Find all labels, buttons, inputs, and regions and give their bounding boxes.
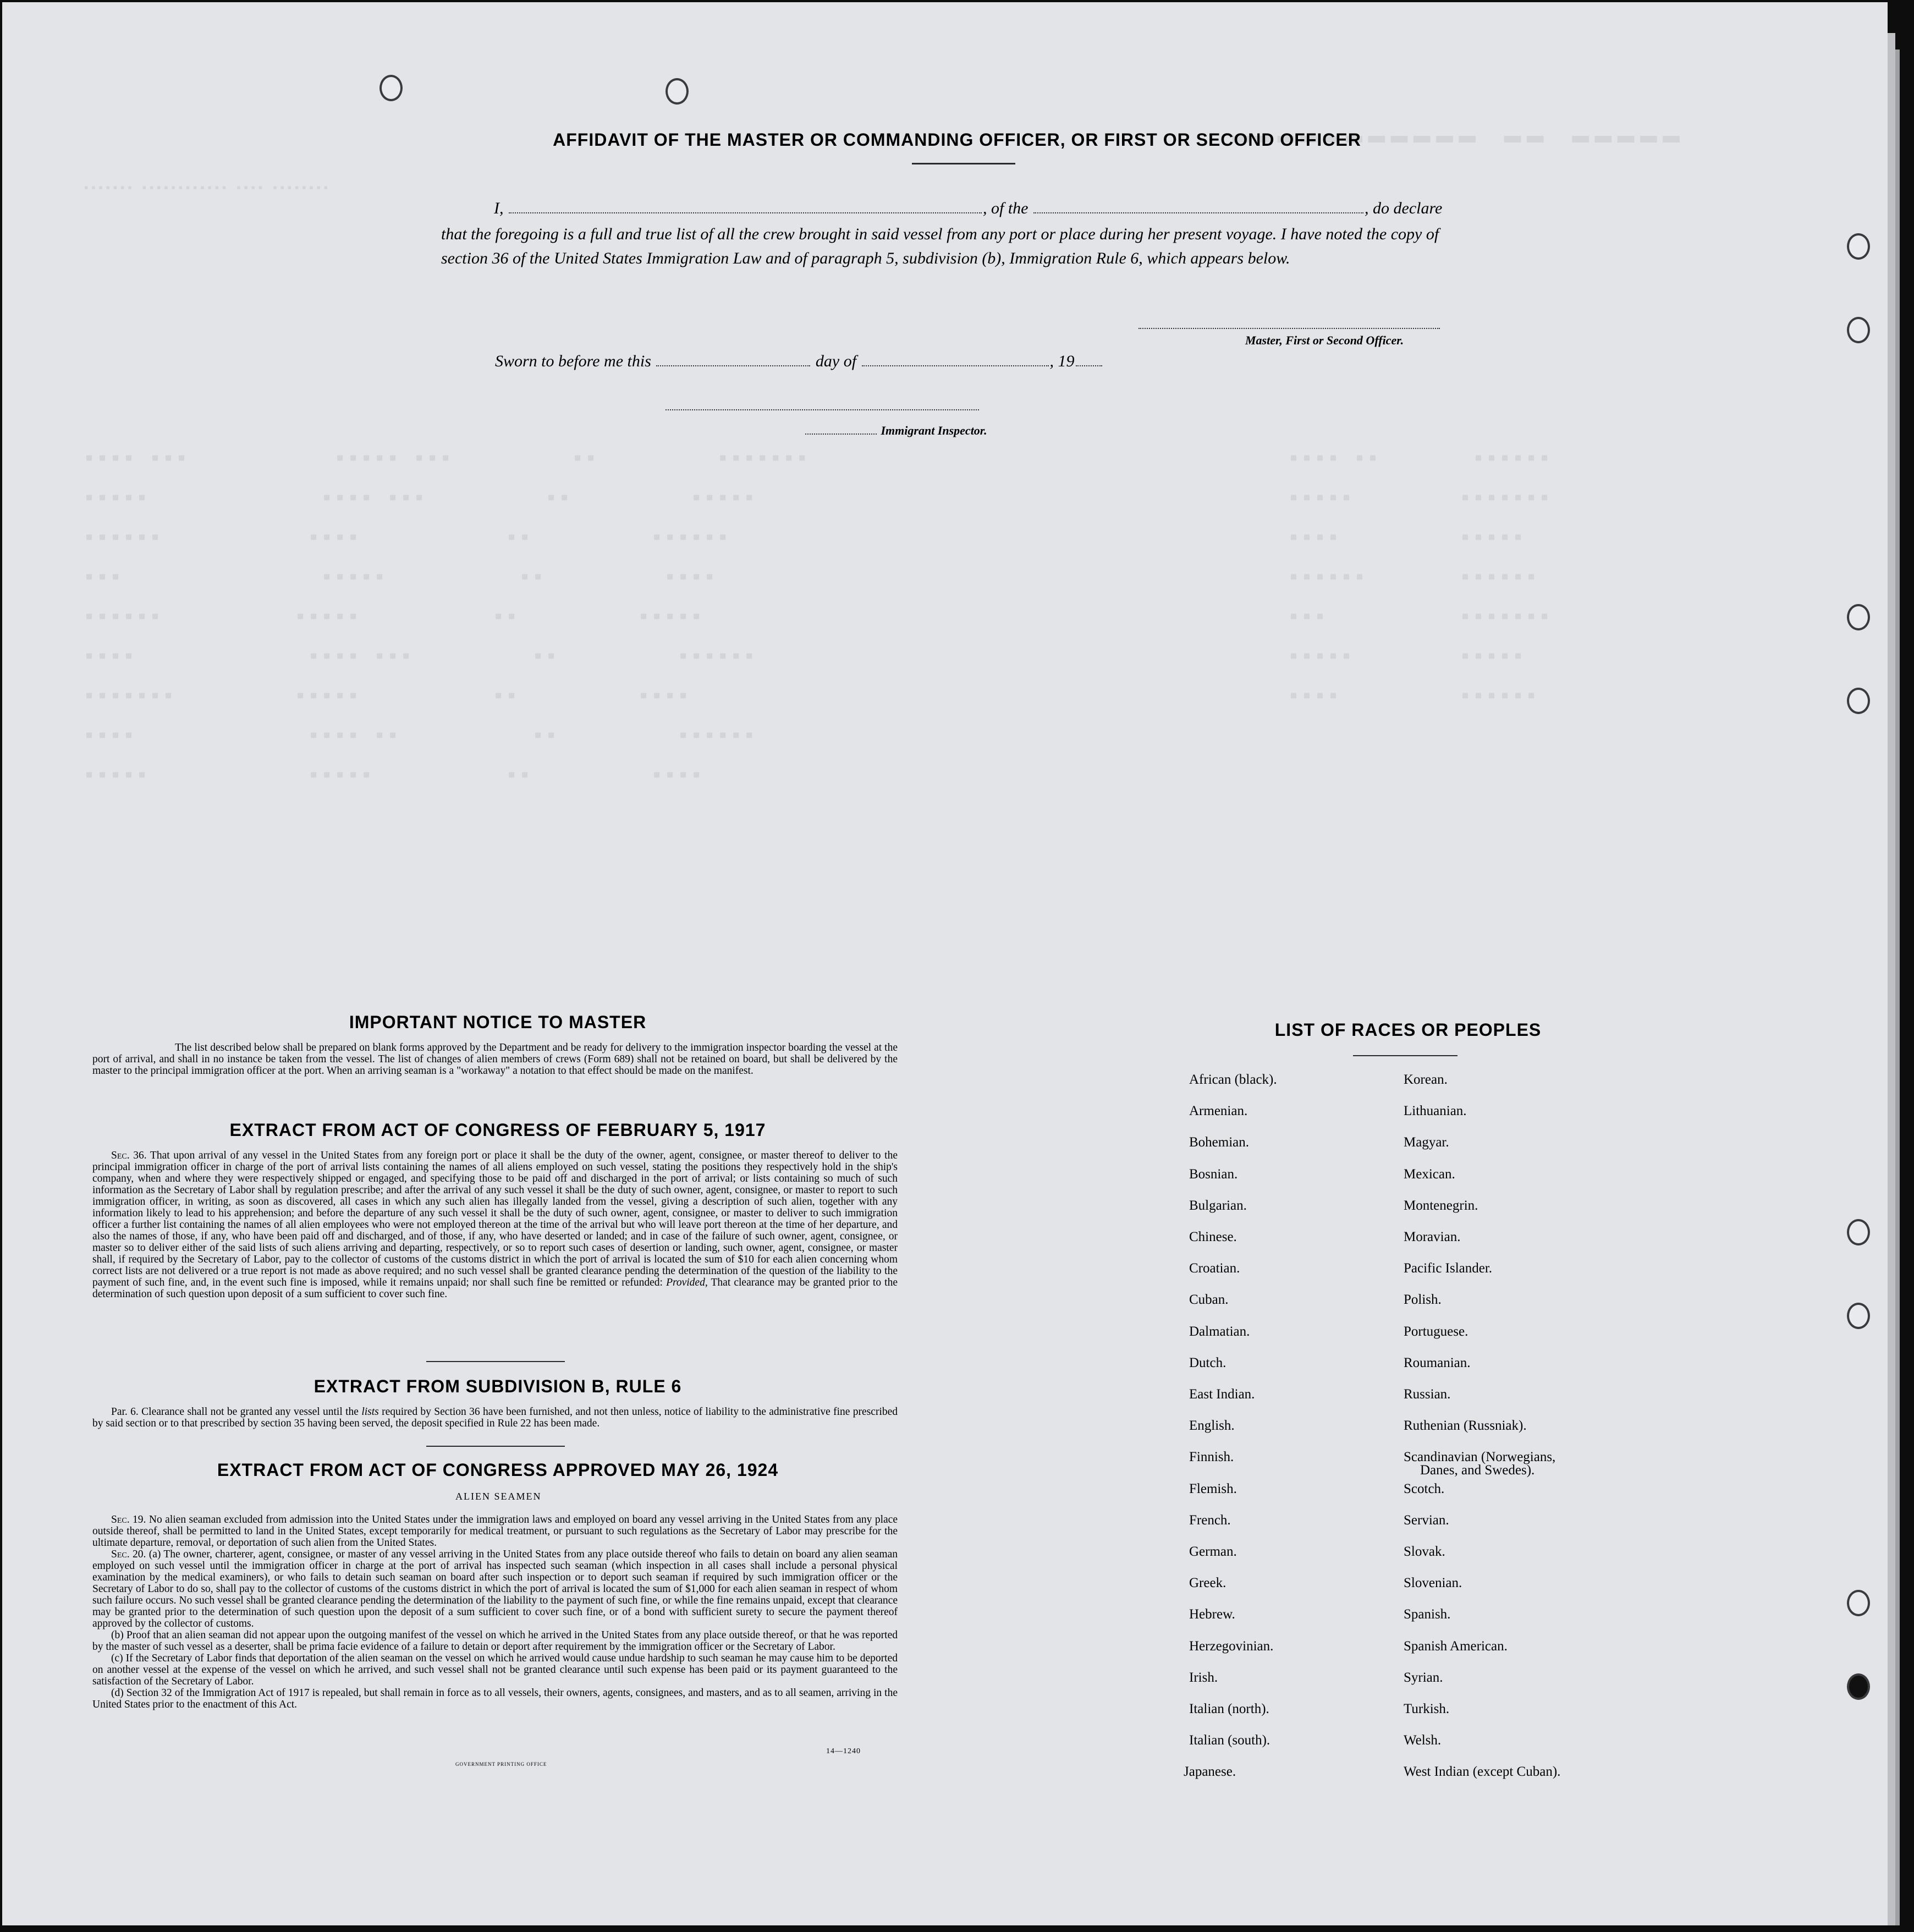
par6-text-post: required by Section 36 have been furnished, and not then unless, notice of liability to the administrative fine prescribed by said section or to that prescribed by section 35 having been served, the deposit specified in Rule 22 has been made. [92, 1406, 898, 1429]
race-item: Finnish. [1189, 1450, 1234, 1465]
show-through-ghost: ▪▪▪▪ ▪▪▪ ▪▪▪▪▪ ▪▪▪ ▪▪ ▪▪▪▪▪▪▪ ▪▪▪▪▪ ▪▪▪▪ ▪▪▪ ▪▪ ▪▪▪▪▪ ▪▪▪▪▪▪ ▪▪▪▪ ▪▪ ▪▪▪▪▪▪ ▪▪▪ ▪▪▪▪▪ ▪▪ ▪▪▪▪ ▪▪▪▪▪▪ ▪▪▪▪▪ ▪▪ ▪▪▪▪▪ ▪▪▪▪ ▪▪▪▪ ▪▪▪ ▪▪ ▪▪▪▪▪▪ ▪▪▪▪▪▪▪ ▪▪▪▪▪ ▪▪ ▪▪▪▪ ▪▪▪▪ ▪▪▪▪ ▪▪ ▪▪ ▪▪▪▪▪▪ ▪▪▪▪▪ ▪▪▪▪▪ ▪▪ ▪▪▪▪ [82, 447, 809, 789]
race-item: Magyar. [1404, 1135, 1449, 1150]
notice-title: IMPORTANT NOTICE TO MASTER [349, 1012, 647, 1032]
master-signature-line[interactable] [1138, 328, 1440, 329]
sec20b-text: (b) Proof that an alien seaman did not appear upon the outgoing manifest of the vessel on which he arrived in the United States from any place outside thereof, or that he was reported by the master of such vessel as a deserter, shall be prima facie evidence of a failure to detain or deport after requirement by the immigration officer or the Secretary of Labor. [92, 1629, 898, 1653]
page-edge [1888, 33, 1895, 1925]
declaration-i: I, [494, 199, 504, 217]
extract-1924-title: EXTRACT FROM ACT OF CONGRESS APPROVED MAY 26, 1924 [217, 1460, 779, 1480]
race-item: Polish. [1404, 1292, 1442, 1308]
race-item: Roumanian. [1404, 1355, 1471, 1370]
race-item: Dalmatian. [1189, 1324, 1250, 1339]
race-item: German. [1189, 1544, 1237, 1559]
sec36-tail: That clearance may be granted prior to the determination of such question upon deposit of a sum sufficient to cover such fine. [92, 1277, 898, 1300]
race-item: Pacific Islander. [1404, 1261, 1493, 1276]
section-rule [426, 1446, 565, 1447]
printer-imprint: GOVERNMENT PRINTING OFFICE [455, 1761, 547, 1767]
race-item: Syrian. [1404, 1670, 1443, 1685]
race-item: Herzegovinian. [1189, 1638, 1274, 1654]
race-item: Bulgarian. [1189, 1198, 1247, 1213]
race-item: Korean. [1404, 1072, 1448, 1087]
do-declare-text: , do declare [1365, 199, 1443, 217]
sworn-month-blank[interactable] [862, 365, 1049, 366]
race-item: Spanish. [1404, 1607, 1451, 1622]
punch-hole [380, 75, 403, 101]
race-item: Armenian. [1189, 1104, 1248, 1119]
sec36-text: That upon arrival of any vessel in the United States from any foreign port or place it shall be the duty of the owner, agent, consignee, or master thereof to deliver to the principal immigration officer in charge of the port of arrival lists containing the names of all aliens employed on such vessel, stating the positions they respectively hold in the ship's company, when and where they were respectively shipped or engaged, and specifying those to be paid off and discharged in the port of arrival; or lists containing so much of such information as the Secretary of Labor shall by regulation prescribe; and after the arrival of any such vessel it shall be the duty of such owner, agent, consignee, or master to report to such immigration officer, in writing, as soon as discovered, all cases in which any such alien has illegally landed from the vessel, giving a description of such alien, together with any information likely to lead to his apprehension; and before the departure of any such vessel it shall be the duty of such owner, agent, consignee, or master to deliver to such immigration officer a further list containing the names of all alien employees who were not employed thereon at the time of the arrival but who will leave port thereon at the time of her departure, and also the names of those, if any, who have been paid off and discharged, and of those, if any, who have deserted or landed; and in case of the failure of such owner, agent, consignee, or master so to deliver either of the said lists of such aliens arriving and departing, respectively, or so to report such cases of desertion or landing, such owner, agent, consignee, or master shall, if required by the Secretary of Labor, pay to the collector of customs of the customs district in which the port of arrival is located the sum of $10 for each alien concerning whom correct lists are not delivered or a true report is not made as above required; and no such vessel shall be granted clearance pending the determination of the question of the liability to the payment of such fine, and, in the event such fine is imposed, while it remains unpaid; nor shall such fine be remitted or refunded: [92, 1150, 898, 1288]
inspector-signature-line[interactable] [666, 409, 979, 410]
punch-hole [1847, 1303, 1870, 1329]
declaration-line [494, 199, 1442, 218]
race-item: Slovak. [1404, 1544, 1445, 1559]
sec20d-text: (d) Section 32 of the Immigration Act of 1917 is repealed, but shall remain in force as to all vessels, their owners, agents, consignees, and masters, and as to all seamen, arriving in the United States prior to the enactment of this Act. [92, 1687, 898, 1710]
punch-hole [1847, 1219, 1870, 1245]
day-of-text: day of [815, 352, 857, 370]
race-item: Cuban. [1189, 1292, 1229, 1308]
punch-hole [1847, 688, 1870, 714]
alien-seamen-subtitle: ALIEN SEAMEN [455, 1491, 542, 1502]
sec19-label: Sec. 19. [111, 1514, 146, 1525]
race-item: Dutch. [1189, 1355, 1226, 1370]
sworn-day-blank[interactable] [656, 365, 810, 366]
sec19-text: No alien seaman excluded from admission into the United States under the immigration laws and employed on board any vessel arriving in the United States from any place outside thereof, shall be permitted to land in the United States, except temporarily for medical treatment, or pursuant to such regulations as the Secretary of Labor may prescribe for the ultimate departure, removal, or deportation of such alien from the United States. [92, 1514, 898, 1549]
sec20a-text: (a) The owner, charterer, agent, consignee, or master of any vessel arriving in the United States from any place outside thereof who fails to detain on board any alien seaman employed on such vessel until the immigration officer in charge at the port of arrival has inspected such seaman (which inspection in all cases shall include a personal physical examination by the medical examiners), or who fails to detain such seaman on board after such inspection or to deport such seaman if required by such immigration officer or the Secretary of Labor to do so, shall pay to the collector of customs of the customs district in which the port of arrival is located the sum of $1,000 for each alien seaman in respect of whom such failure occurs. No such vessel shall be granted clearance pending the determination of the liability to the payment of such fine, or while the fine remains unpaid, except that clearance may be granted prior to the determination of such question upon the deposit of a sum sufficient to cover such fine, or of a bond with sufficient surety to secure the payment thereof approved by the collector of customs. [92, 1549, 898, 1629]
race-item: Turkish. [1404, 1702, 1450, 1716]
sec20-label: Sec. 20. [111, 1549, 146, 1560]
extract-1924-body [92, 1514, 898, 1710]
section-rule [426, 1361, 565, 1362]
race-item: Scotch. [1404, 1481, 1445, 1496]
race-item: African (black). [1189, 1072, 1277, 1087]
notice-body [92, 1042, 898, 1077]
inspector-label-dots [805, 433, 877, 435]
race-item: Japanese. [1184, 1764, 1236, 1780]
year-prefix: , 19 [1049, 352, 1075, 370]
race-item: Greek. [1189, 1576, 1226, 1591]
race-item: Italian (north). [1189, 1702, 1269, 1716]
race-item: Slovenian. [1404, 1576, 1462, 1591]
race-item: Servian. [1404, 1512, 1449, 1528]
race-item: French. [1189, 1512, 1231, 1528]
extract-rule6-body [92, 1406, 898, 1429]
title-rule [912, 163, 1015, 164]
race-item: English. [1189, 1418, 1235, 1434]
par6-label: Par. 6. [111, 1406, 139, 1418]
provided-word: Provided, [666, 1277, 708, 1288]
race-item: Chinese. [1189, 1230, 1237, 1244]
race-item: Welsh. [1404, 1733, 1442, 1748]
show-through-ghost: ▬▬▬▬▬▬▬▬▬▬▬ ▬▬ ▬▬▬▬▬ [1232, 120, 1686, 152]
name-blank[interactable] [509, 212, 982, 213]
punch-hole [1847, 317, 1870, 343]
sworn-year-blank[interactable] [1076, 365, 1102, 366]
notice-text: The list described below shall be prepared on blank forms approved by the Department and be ready for delivery to the immigration inspector boarding the vessel at the port of arrival, and shall in no instance be taken from the vessel. The list of changes of alien members of crews (Form 689) shall not be retained on board, but shall be delivered by the master to the principal immigration officer at the port. When an arriving seaman is a "workaway" a notation to that effect should be made on the manifest. [92, 1042, 898, 1077]
race-item: East Indian. [1189, 1387, 1255, 1402]
race-item: Lithuanian. [1404, 1104, 1467, 1119]
form-number: 14—1240 [826, 1747, 861, 1755]
punch-hole [1847, 1590, 1870, 1616]
sec20c-text: (c) If the Secretary of Labor finds that deportation of the alien seaman on the vessel on which he arrived would cause undue hardship to such seaman he may cause him to be deported on another vessel at the expense of the vessel on which he arrived, and such vessel shall not be granted clearance until such expense has been paid or its payment guaranteed to the satisfaction of the Secretary of Labor. [92, 1653, 898, 1687]
affidavit-title: AFFIDAVIT OF THE MASTER OR COMMANDING OFFICER, OR FIRST OR SECOND OFFICER [553, 130, 1361, 150]
race-item: Bosnian. [1189, 1166, 1238, 1182]
par6-text-pre: Clearance shall not be granted any vessel until the [141, 1406, 359, 1418]
punch-hole [1847, 604, 1870, 630]
race-item: Irish. [1189, 1670, 1218, 1685]
race-item: Hebrew. [1189, 1607, 1235, 1622]
inspector-label [804, 424, 987, 438]
show-through-ghost: ▪▪▪▪ ▪▪ ▪▪▪▪▪▪ ▪▪▪▪▪ ▪▪▪▪▪▪▪ ▪▪▪▪ ▪▪▪▪▪ ▪▪▪▪▪▪ ▪▪▪▪▪▪ ▪▪▪ ▪▪▪▪▪▪▪ ▪▪▪▪▪ ▪▪▪▪▪ ▪▪▪▪ ▪▪▪▪▪▪ [1287, 447, 1552, 710]
extract-1917-title: EXTRACT FROM ACT OF CONGRESS OF FEBRUARY 5, 1917 [229, 1120, 766, 1140]
sworn-line [495, 352, 1103, 371]
race-item: Ruthenian (Russniak). [1404, 1418, 1527, 1434]
lists-word: lists [361, 1406, 379, 1418]
of-the-text: , of the [983, 199, 1028, 217]
race-item: Spanish American. [1404, 1638, 1508, 1654]
show-through-ghost: ▪▪▪▪▪▪▪ ▪▪▪▪▪▪▪▪▪▪▪▪ ▪▪▪▪ ▪▪▪▪▪▪▪▪ [82, 182, 329, 195]
punch-hole [666, 78, 689, 105]
sworn-text: Sworn to before me this [495, 352, 651, 370]
races-title: LIST OF RACES OR PEOPLES [1274, 1020, 1542, 1040]
extract-rule6-title: EXTRACT FROM SUBDIVISION B, RULE 6 [314, 1376, 682, 1396]
master-signature-label: Master, First or Second Officer. [1245, 333, 1404, 347]
extract-1917-body [92, 1150, 898, 1300]
race-item: Portuguese. [1404, 1324, 1469, 1339]
race-item: Flemish. [1189, 1481, 1237, 1496]
race-item: Bohemian. [1189, 1135, 1250, 1150]
race-item: Montenegrin. [1404, 1198, 1478, 1213]
race-item: Scandinavian (Norwegians, [1404, 1450, 1556, 1465]
vessel-blank[interactable] [1033, 212, 1363, 213]
race-item: West Indian (except Cuban). [1404, 1764, 1561, 1780]
affidavit-body: that the foregoing is a full and true list of all the crew brought in said vessel from any port or place during her present voyage. I have noted the copy of section 36 of the United States Immigration Law and of paragraph 5, subdivision (b), Immigration Rule 6, which appears below. [441, 225, 1439, 267]
punch-hole [1847, 1673, 1870, 1700]
race-item: Mexican. [1404, 1166, 1455, 1182]
page-edge-shadow [1895, 50, 1900, 1925]
sec36-label: Sec. 36. [111, 1150, 147, 1161]
punch-hole [1847, 233, 1870, 260]
race-item: Danes, and Swedes). [1420, 1463, 1535, 1478]
inspector-label-text: Immigrant Inspector. [881, 424, 987, 437]
race-item: Croatian. [1189, 1261, 1240, 1276]
race-item: Italian (south). [1189, 1733, 1270, 1748]
race-item: Moravian. [1404, 1230, 1461, 1244]
races-title-rule [1353, 1055, 1458, 1056]
race-item: Russian. [1404, 1387, 1451, 1402]
